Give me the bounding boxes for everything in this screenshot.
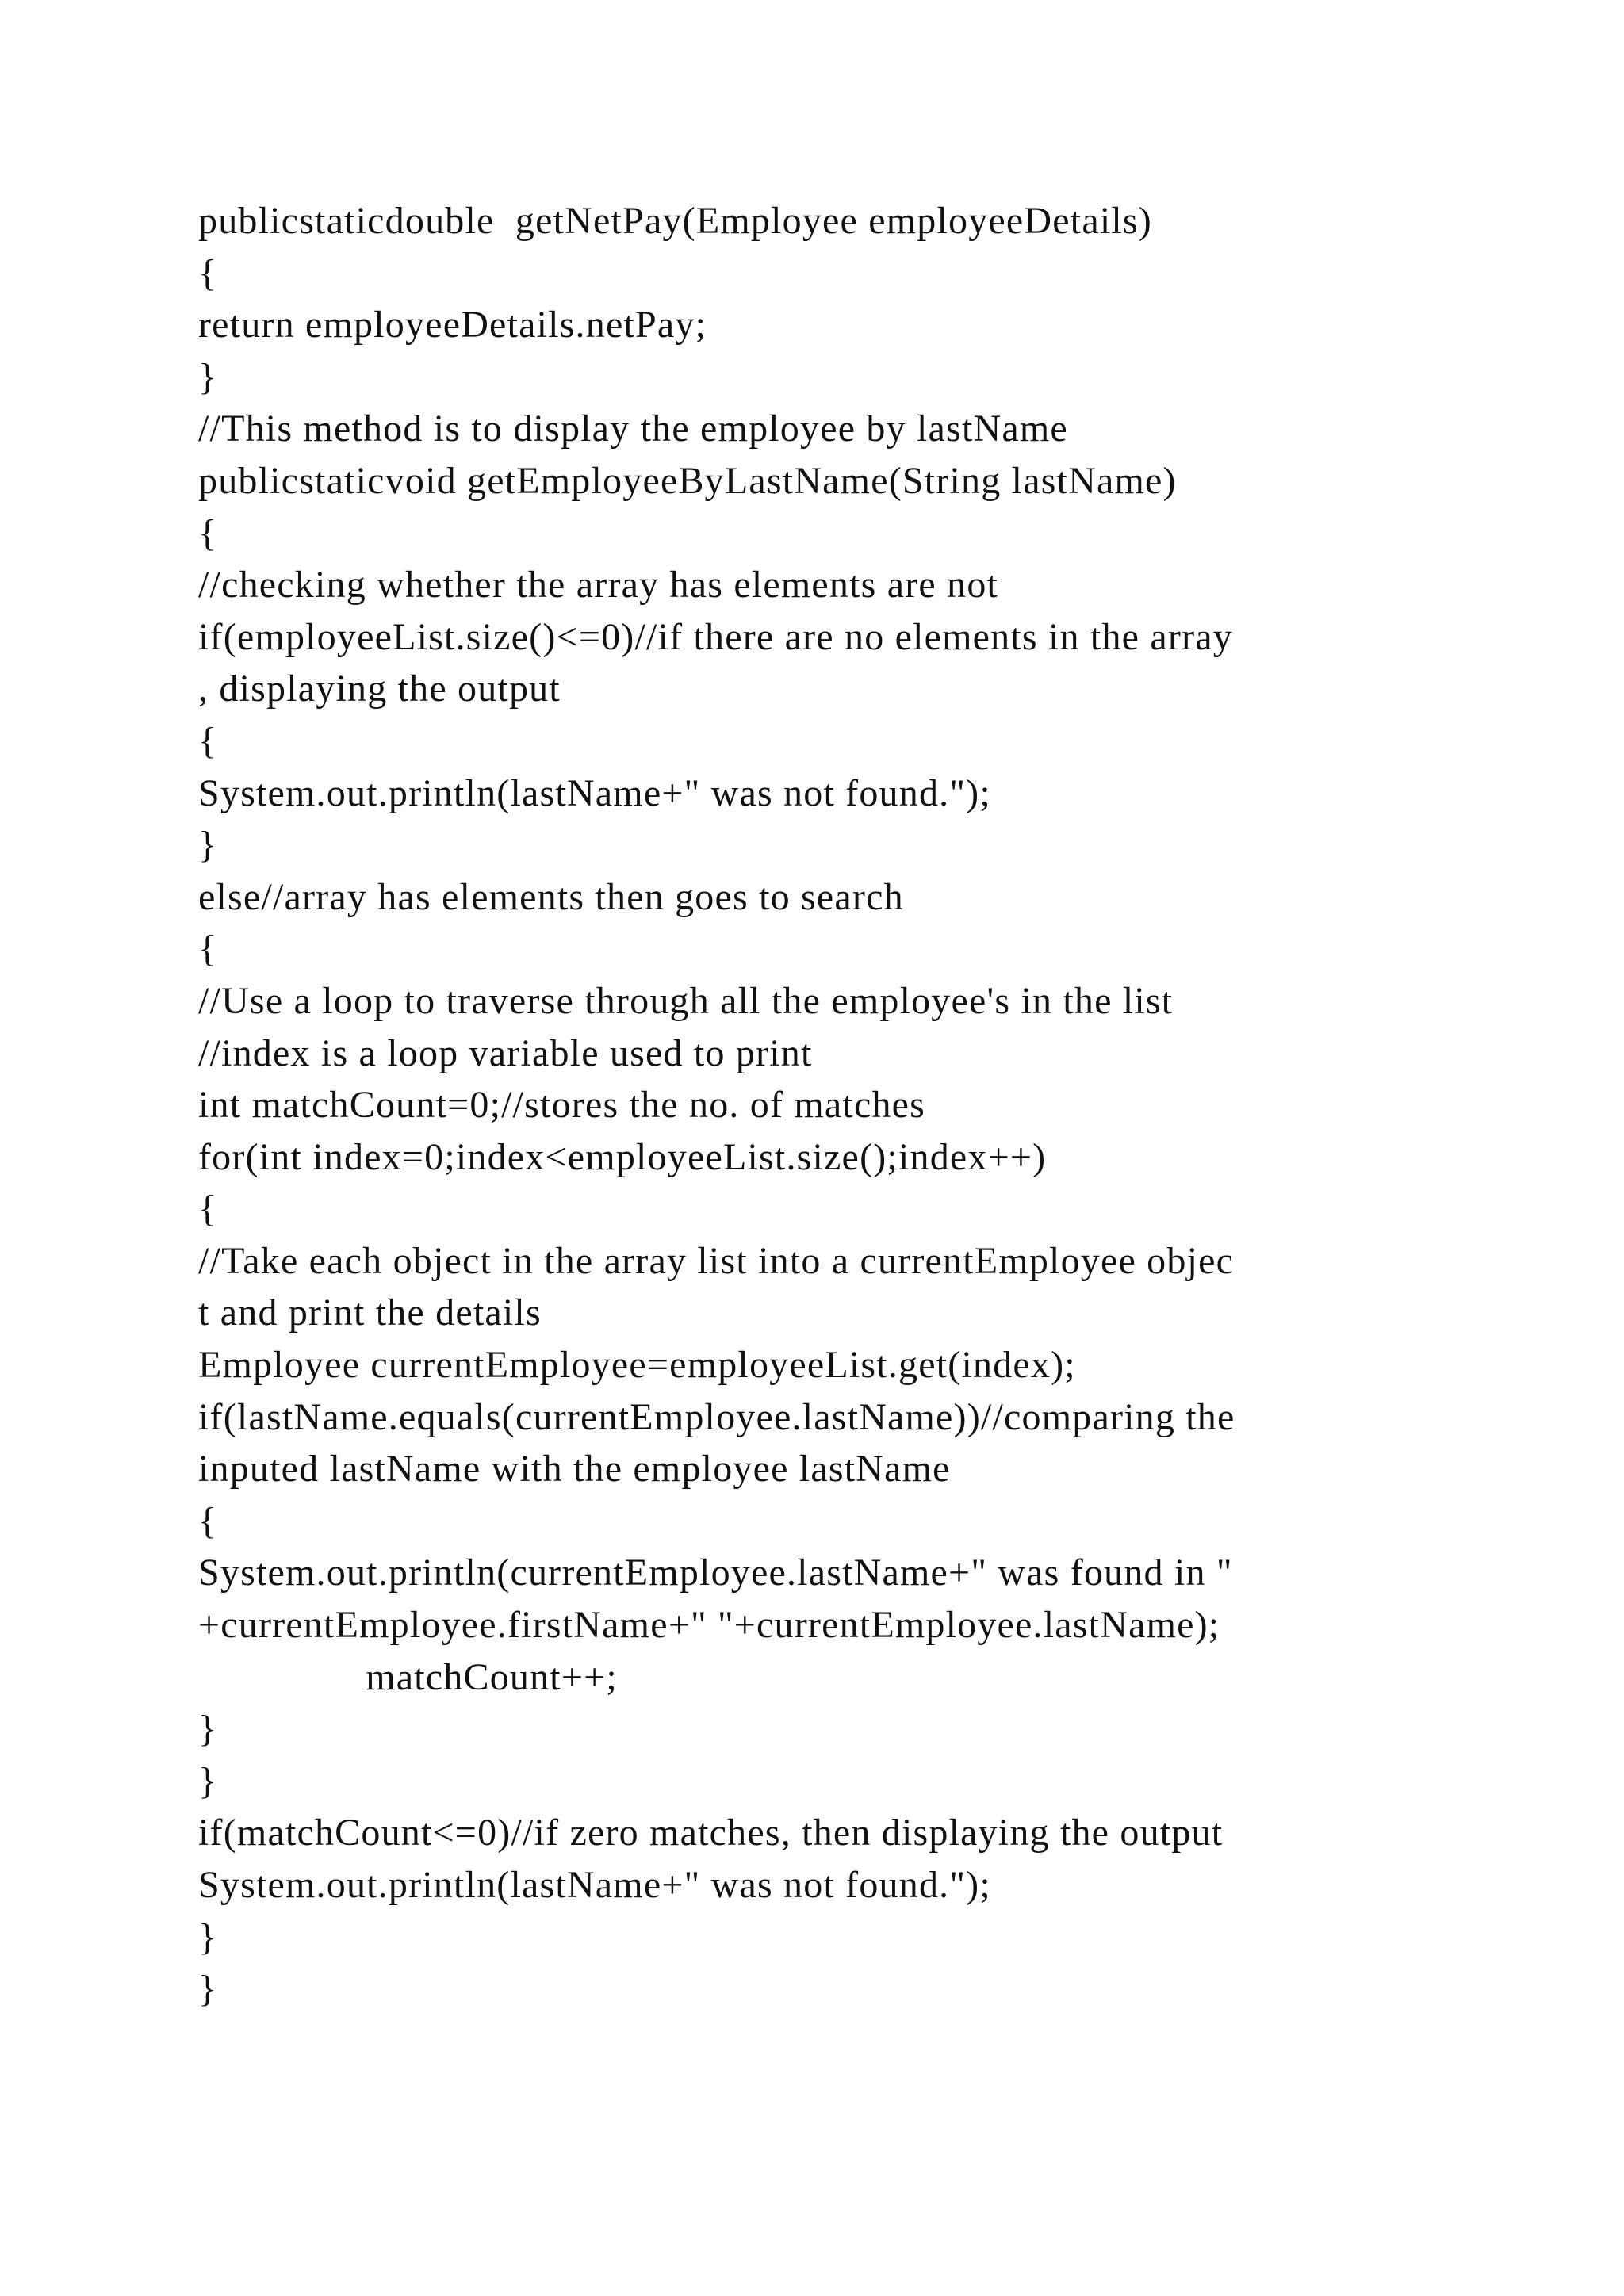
- code-line: {: [198, 511, 218, 554]
- code-line: if(employeeList.size()<=0)//if there are no elements in the array: [198, 615, 1233, 658]
- code-line: publicstaticdouble getNetPay(Employee employeeDetails): [198, 200, 1152, 242]
- code-line: //This method is to display the employee by lastName: [198, 408, 1068, 450]
- code-line: }: [198, 1759, 218, 1802]
- code-line: //Take each object in the array list into a currentEmployee objec: [198, 1239, 1235, 1282]
- code-line: //checking whether the array has elements are not: [198, 564, 999, 607]
- code-line: {: [198, 1188, 218, 1230]
- code-line: }: [198, 1708, 218, 1751]
- code-line: //index is a loop variable used to print: [198, 1031, 813, 1074]
- code-line: , displaying the output: [198, 668, 561, 710]
- code-line: if(lastName.equals(currentEmployee.lastName))//comparing the: [198, 1395, 1235, 1438]
- code-listing: [198, 195, 1499, 2015]
- code-line: {: [198, 1499, 218, 1542]
- code-line: +currentEmployee.firstName+" "+currentEmployee.lastName);: [198, 1604, 1220, 1647]
- code-line: for(int index=0;index<employeeList.size();index++): [198, 1135, 1047, 1178]
- code-line: {: [198, 251, 218, 294]
- code-line: int matchCount=0;//stores the no. of matches: [198, 1084, 926, 1127]
- code-line: System.out.println(lastName+" was not found.");: [198, 1864, 991, 1906]
- code-line: return employeeDetails.netPay;: [198, 304, 707, 346]
- code-line: Employee currentEmployee=employeeList.get(index);: [198, 1344, 1076, 1387]
- code-line: inputed lastName with the employee lastName: [198, 1448, 951, 1490]
- code-line: if(matchCount<=0)//if zero matches, then displaying the output: [198, 1812, 1224, 1854]
- code-line: }: [198, 824, 218, 867]
- code-line: publicstaticvoid getEmployeeByLastName(String lastName): [198, 459, 1177, 502]
- code-line: }: [198, 1968, 218, 2011]
- code-line: {: [198, 719, 218, 762]
- code-line: t and print the details: [198, 1292, 542, 1334]
- code-line: System.out.println(lastName+" was not found.");: [198, 771, 991, 814]
- code-line: //Use a loop to traverse through all the employee's in the list: [198, 979, 1174, 1022]
- code-line: matchCount++;: [198, 1655, 618, 1698]
- code-line: else//array has elements then goes to search: [198, 875, 904, 918]
- code-line: }: [198, 1915, 218, 1958]
- code-line: System.out.println(currentEmployee.lastName+" was found in ": [198, 1552, 1233, 1594]
- code-line: }: [198, 355, 218, 398]
- code-line: {: [198, 928, 218, 970]
